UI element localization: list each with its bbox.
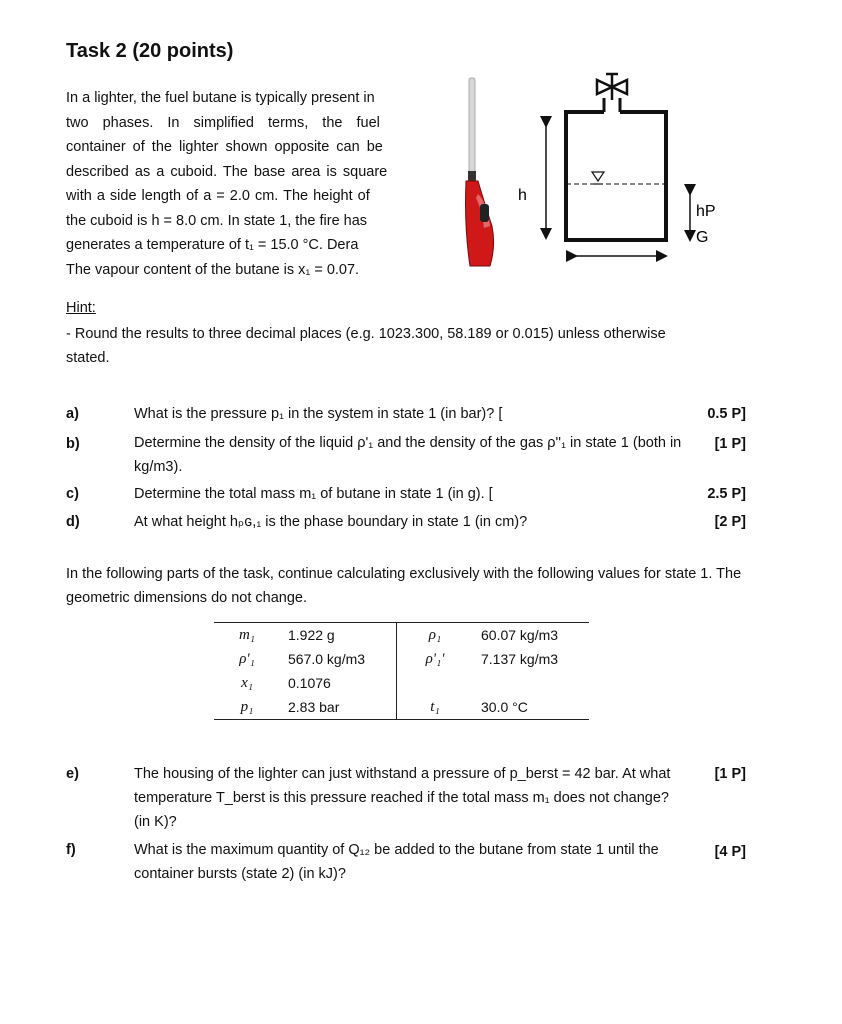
question-text-d: At what height hₚɢ,₁ is the phase boundary in state 1 (in cm)? xyxy=(134,514,528,530)
intro-line: described as a cuboid. The base area is square xyxy=(66,163,388,180)
hint-heading: Hint: xyxy=(66,300,96,316)
intro-text xyxy=(66,86,426,282)
lighter-image xyxy=(456,76,516,272)
question-text-e: The housing of the lighter can just withstand a pressure of p_berst = 42 bar. At what temperature T_berst is this pressure reached if the total mass m₁ does not change? (in K)? xyxy=(134,766,671,830)
table-row xyxy=(214,695,589,720)
intro-line: generates a temperature of t₁ = 15.0 °C. Dera xyxy=(66,237,359,253)
state1-values-table xyxy=(214,622,589,720)
table-cell: ρ'₁ xyxy=(239,650,255,667)
intro-line: The vapour content of the butane is x₁ = 0.07. xyxy=(66,261,360,278)
table-cell: t₁ xyxy=(397,695,474,720)
table-cell: 30.0 °C xyxy=(473,695,589,720)
task-title: Task 2 (20 points) xyxy=(66,40,234,62)
table-cell xyxy=(473,671,589,695)
question-text-c: Determine the total mass m₁ of butane in state 1 (in g). [ xyxy=(134,486,493,502)
intro-line: container of the lighter shown opposite can be xyxy=(66,139,383,155)
label-hp: hP xyxy=(696,203,716,220)
table-cell: 7.137 kg/m3 xyxy=(481,651,559,667)
question-points-d: [2 P] xyxy=(714,514,746,530)
table-cell: 2.83 bar xyxy=(280,695,397,720)
question-letter-e: e) xyxy=(66,766,79,782)
question-text-a: What is the pressure p₁ in the system in state 1 (in bar)? [ xyxy=(134,406,503,422)
question-points-a: 0.5 P] xyxy=(707,406,746,422)
question-letter-f: f) xyxy=(66,842,76,858)
table-cell: ρ₁ xyxy=(397,623,474,648)
table-cell: 0.1076 xyxy=(280,671,397,695)
table-cell xyxy=(397,671,474,695)
hint-text: - Round the results to three decimal places (e.g. 1023.300, 58.189 or 0.015) unless otherwise stated. xyxy=(66,326,666,366)
intro-line: two phases. In simplified terms, the fuel xyxy=(66,114,380,131)
question-points-e: [1 P] xyxy=(714,766,746,782)
table-cell: 1.922 g xyxy=(280,623,397,648)
intro-line: with a side length of a = 2.0 cm. The height of xyxy=(66,188,370,204)
question-text-b: Determine the density of the liquid ρ'₁ and the density of the gas ρ''₁ in state 1 (both in kg/m3). xyxy=(134,435,682,475)
container-diagram xyxy=(518,70,740,270)
question-points-b: [1 P] xyxy=(714,436,746,452)
table-cell: p₁ xyxy=(214,695,280,720)
liquid-level-icon xyxy=(592,172,604,184)
table-cell: 567.0 kg/m3 xyxy=(280,647,397,671)
table-row xyxy=(214,647,589,671)
label-g: G xyxy=(696,229,709,246)
question-letter-b: b) xyxy=(66,436,80,452)
question-letter-a: a) xyxy=(66,406,79,422)
intro-line: the cuboid is h = 8.0 cm. In state 1, the fire has xyxy=(66,212,368,229)
instruction-paragraph: In the following parts of the task, continue calculating exclusively with the following values for state 1. The geometric dimensions do not change. xyxy=(66,566,742,606)
question-text-f: What is the maximum quantity of Q₁₂ be added to the butane from state 1 until the container bursts (state 2) (in kJ)? xyxy=(134,842,659,882)
question-letter-c: c) xyxy=(66,486,79,502)
table-cell: x₁ xyxy=(241,674,253,691)
intro-line: In a lighter, the fuel butane is typically present in xyxy=(66,90,375,106)
question-points-f: [4 P] xyxy=(714,844,746,860)
table-cell: 60.07 kg/m3 xyxy=(473,623,589,648)
table-cell: m₁ xyxy=(214,623,280,648)
question-letter-d: d) xyxy=(66,514,80,530)
table-cell: ρ'₁' xyxy=(425,650,445,667)
question-points-c: 2.5 P] xyxy=(707,486,746,502)
table-row xyxy=(214,623,589,648)
label-h: h xyxy=(518,187,527,204)
table-row xyxy=(214,671,589,695)
valve-icon xyxy=(597,74,627,112)
